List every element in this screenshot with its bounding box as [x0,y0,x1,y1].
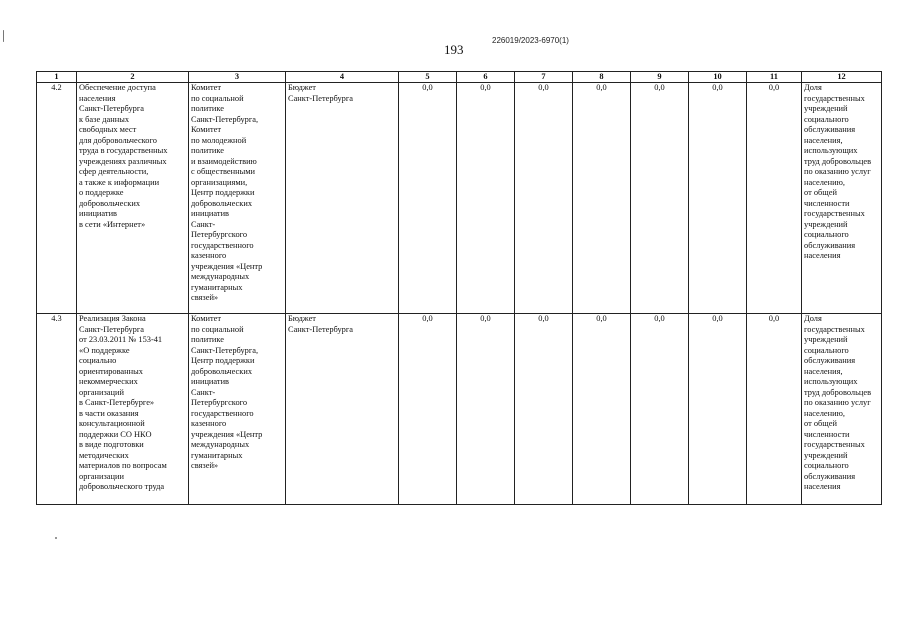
text-line: Центр поддержки [191,356,255,365]
text-line: учреждения «Центр [191,261,263,271]
scan-speck [3,30,4,42]
text-line: Центр поддержки [191,188,255,197]
funding-source [286,83,399,314]
text-line: Петербургского [191,230,248,239]
text-line: государственных [804,93,865,103]
text-line: обслуживания [804,125,856,134]
text-line: организации [79,471,124,481]
text-line: численности [804,198,850,208]
value-cell: 0,0 [573,314,631,505]
text-line: с общественными [191,167,256,176]
text-line: учреждений [804,335,848,344]
text-line: труд добровольцев [804,387,872,397]
value-cell: 0,0 [457,83,515,314]
indicator [802,314,882,505]
text-line: материалов по вопросам [79,461,167,470]
value-cell: 0,0 [689,83,747,314]
text-line: консультационной [79,419,145,428]
text-line: государственных [804,440,865,449]
text-line: учреждений [804,104,848,113]
text-line: социально [79,356,117,365]
executor [189,314,286,505]
column-header: 2 [77,72,189,83]
executor [189,83,286,314]
text-line: в виде подготовки [79,440,144,449]
text-line: социального [804,230,849,239]
text-line: по социальной [191,324,244,334]
text-line: сфер деятельности, [79,167,149,176]
text-line: учреждений [804,450,848,460]
text-line: населения [804,482,841,491]
text-line: в части оказания [79,408,139,418]
value-cell: 0,0 [573,83,631,314]
text-line: государственных [804,324,865,334]
indicator [802,83,882,314]
text-line: по молодежной [191,135,247,145]
text-line: населения [79,93,116,103]
text-line: по социальной [191,93,244,103]
column-header: 6 [457,72,515,83]
text-line: численности [804,429,850,439]
text-line: добровольческого труда [79,482,165,491]
column-header: 5 [399,72,457,83]
text-line: по оказанию услуг [804,167,871,176]
text-line: добровольческих [79,198,141,208]
column-header: 4 [286,72,399,83]
column-header: 12 [802,72,882,83]
value-cell: 0,0 [689,314,747,505]
text-line: обслуживания [804,356,856,365]
text-line: Бюджет [288,314,316,323]
text-line: для добровольческого [79,135,157,145]
text-line: казенного [191,251,227,260]
text-line: от 23.03.2011 № 153-41 [79,335,163,344]
text-line: в сети «Интернет» [79,219,146,229]
text-line: связей» [191,293,219,302]
activity-name [77,83,189,314]
document-registration-number: 226019/2023-6970(1) [492,36,569,45]
text-line: обслуживания [804,471,856,481]
text-line: международных [191,440,250,449]
value-cell: 0,0 [631,83,689,314]
text-line: Санкт-Петербурга [79,324,144,334]
text-line: инициатив [191,209,230,218]
text-line: Комитет [191,83,222,92]
text-line: от общей [804,188,837,197]
value-cell: 0,0 [515,83,573,314]
value-cell: 0,0 [399,314,457,505]
column-header: 11 [747,72,802,83]
text-line: международных [191,272,250,281]
table-row [37,314,882,505]
text-line: в Санкт-Петербурге» [79,398,155,407]
text-line: казенного [191,419,227,428]
text-line: Комитет [191,314,222,323]
text-line: государственных [804,209,865,218]
text-line: Санкт-Петербурга [79,104,144,113]
text-line: организациями, [191,177,248,187]
text-line: социального [804,345,849,355]
text-line: политике [191,146,224,155]
text-line: населению, [804,177,845,187]
column-header: 10 [689,72,747,83]
text-line: поддержки СО НКО [79,429,152,439]
item-number: 4.2 [37,83,77,314]
text-line: инициатив [191,377,230,386]
text-line: населения, [804,135,843,145]
text-line: «О поддержке [79,345,130,355]
text-line: Санкт- [191,387,216,397]
text-line: социального [804,461,849,470]
text-line: Санкт- [191,219,216,229]
column-header: 1 [37,72,77,83]
text-line: Санкт-Петербурга, [191,345,259,355]
table-header-row [37,72,882,83]
text-line: обслуживания [804,240,856,250]
text-line: к базе данных [79,114,130,124]
text-line: Комитет [191,125,222,134]
column-header: 9 [631,72,689,83]
text-line: Санкт-Петербурга, [191,114,259,124]
page-number: 193 [444,42,464,57]
text-line: гуманитарных [191,450,243,460]
text-line: а также к информации [79,177,160,187]
text-line: добровольческих [191,198,253,208]
text-line: Реализация Закона [79,314,146,323]
text-line: связей» [191,461,219,470]
text-line: Бюджет [288,83,316,92]
text-line: использующих [804,377,858,386]
text-line: населению, [804,408,845,418]
value-cell: 0,0 [515,314,573,505]
text-line: Доля [804,83,822,92]
funding-source [286,314,399,505]
text-line: учреждений [804,219,848,229]
text-line: методических [79,450,129,460]
text-line: Санкт-Петербурга [288,324,353,334]
value-cell: 0,0 [747,83,802,314]
activity-name [77,314,189,505]
text-line: свободных мест [79,125,137,134]
value-cell: 0,0 [457,314,515,505]
text-line: некоммерческих [79,377,138,386]
text-line: инициатив [79,209,118,218]
text-line: ориентированных [79,366,143,376]
column-header: 7 [515,72,573,83]
text-line: социального [804,114,849,124]
text-line: о поддержке [79,188,124,197]
scan-speck [55,537,57,539]
value-cell: 0,0 [399,83,457,314]
text-line: государственного [191,408,254,418]
text-line: Санкт-Петербурга [288,93,353,103]
text-line: населения, [804,366,843,376]
data-table [36,71,882,505]
text-line: политике [191,335,224,344]
text-line: политике [191,104,224,113]
text-line: организаций [79,387,124,397]
text-line: гуманитарных [191,282,243,292]
text-line: Обеспечение доступа [79,83,156,92]
text-line: населения [804,251,841,260]
text-line: учреждения «Центр [191,429,263,439]
text-line: государственного [191,240,254,250]
text-line: труда в государственных [79,146,168,155]
text-line: по оказанию услуг [804,398,871,407]
text-line: учреждениях различных [79,156,167,166]
text-line: использующих [804,146,858,155]
text-line: от общей [804,419,837,428]
value-cell: 0,0 [631,314,689,505]
column-header: 3 [189,72,286,83]
text-line: и взаимодействию [191,156,257,166]
column-header: 8 [573,72,631,83]
item-number: 4.3 [37,314,77,505]
text-line: Петербургского [191,398,248,407]
value-cell: 0,0 [747,314,802,505]
text-line: труд добровольцев [804,156,872,166]
table-row [37,83,882,314]
text-line: Доля [804,314,822,323]
text-line: добровольческих [191,366,253,376]
